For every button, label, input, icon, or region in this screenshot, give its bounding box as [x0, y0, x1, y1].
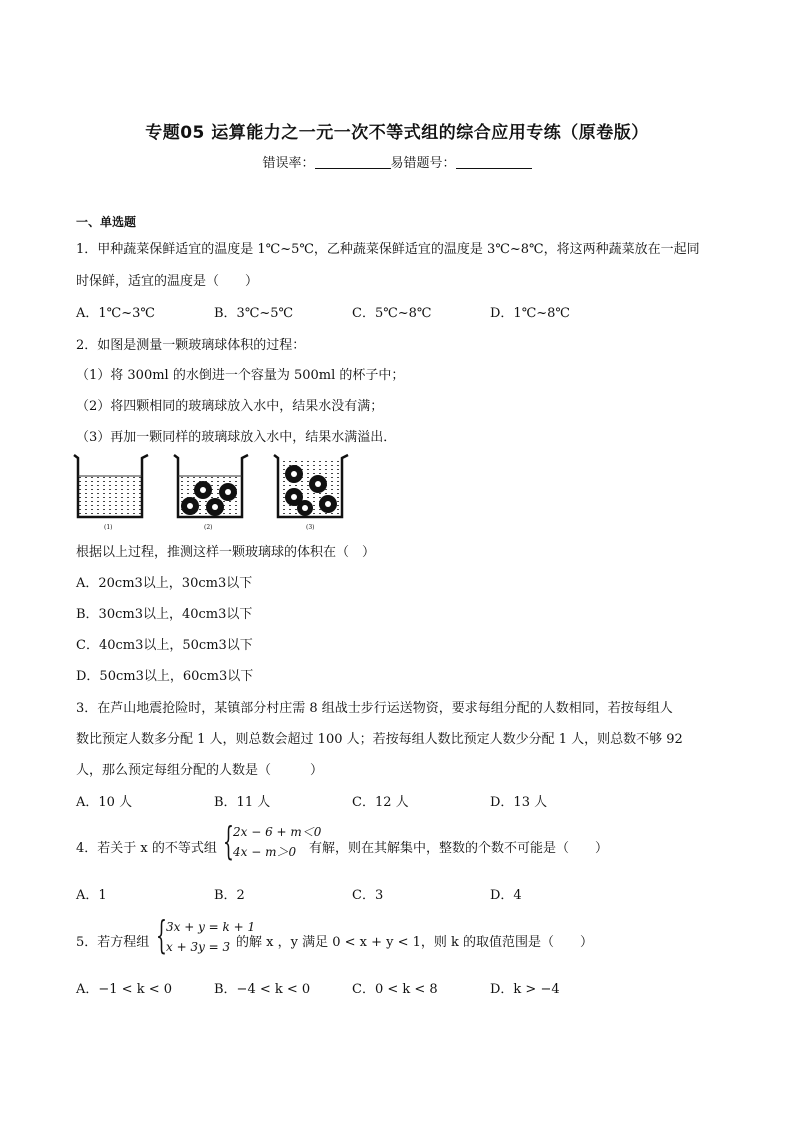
beaker-3: [274, 455, 348, 517]
q3-line1: 3．在芦山地震抢险时，某镇部分村庄需 8 组战士步行运送物资，要求每组分配的人数相同，若按每组人: [76, 701, 673, 716]
q4-option-c: C．3: [352, 888, 384, 903]
q2-step-2: （2）将四颗相同的玻璃球放入水中，结果水没有满；: [76, 399, 384, 414]
wrong-no-blank: [456, 156, 532, 169]
q5-equation-1: 3x + y = k + 1: [166, 920, 256, 934]
q5-prefix: 5．若方程组: [76, 935, 150, 950]
q4-option-b: B．2: [214, 888, 245, 903]
q2-step-3: （3）再加一颗同样的玻璃球放入水中，结果水满溢出．: [76, 430, 397, 445]
q5-option-a: A．−1 < k < 0: [76, 982, 173, 997]
beaker-2: [174, 455, 248, 517]
q5-option-c: C．0 < k < 8: [352, 982, 438, 997]
q2-stem: 2．如图是测量一颗玻璃球体积的过程：: [76, 338, 306, 353]
q3-option-b: B．11 人: [214, 795, 271, 810]
q5-option-b: B．−4 < k < 0: [214, 982, 311, 997]
q4-equation-1: 2x − 6 + m＜0: [233, 825, 322, 839]
q2-step-1: （1）将 300ml 的水倒进一个容量为 500ml 的杯子中；: [76, 368, 405, 383]
q2-option-a: A．20cm3以上，30cm3以下: [76, 576, 253, 591]
subtitle: [0, 152, 794, 171]
q2-question: 根据以上过程，推测这样一颗玻璃球的体积在（ ）: [76, 545, 376, 560]
figure-label-1: (1): [104, 524, 113, 531]
q5-suffix: 的解 x ，y 满足 0 < x + y < 1，则 k 的取值范围是（ ）: [236, 935, 594, 950]
q2-option-c: C．40cm3以上，50cm3以下: [76, 638, 253, 653]
q5-equation-2: x + 3y = 3: [166, 940, 231, 954]
beaker-figure: [72, 452, 362, 532]
q4-equation-2: 4x − m＞0: [233, 845, 297, 859]
wrong-no-label: 易错题号：: [390, 156, 456, 171]
q3-option-c: C．12 人: [352, 795, 409, 810]
error-rate-blank: [315, 156, 391, 169]
q2-option-d: D．50cm3以上，60cm3以下: [76, 669, 254, 684]
q4-brace: {: [223, 819, 234, 863]
q3-option-d: D．13 人: [490, 795, 548, 810]
q5-brace: {: [156, 913, 167, 957]
q2-option-b: B．30cm3以上，40cm3以下: [76, 607, 253, 622]
q3-line3: 人，那么预定每组分配的人数是（ ）: [76, 763, 324, 778]
q4-option-d: D．4: [490, 888, 522, 903]
q4-suffix: 有解，则在其解集中，整数的个数不可能是（ ）: [309, 841, 609, 856]
page-title: 专题05 运算能力之一元一次不等式组的综合应用专练（原卷版）: [145, 123, 649, 143]
error-rate-label: 错误率：: [262, 156, 315, 171]
q1-option-b: B．3℃~5℃: [214, 306, 294, 321]
q5-option-d: D．k > −4: [490, 982, 560, 997]
q1-option-c: C．5℃~8℃: [352, 306, 432, 321]
q1-option-d: D．1℃~8℃: [490, 306, 570, 321]
figure-label-2: (2): [204, 524, 213, 531]
q1-line2: 时保鲜，适宜的温度是（ ）: [76, 274, 259, 289]
q1-option-a: A．1℃~3℃: [76, 306, 155, 321]
q4-prefix: 4．若关于 x 的不等式组: [76, 841, 217, 856]
beaker-1: [74, 455, 148, 517]
section-heading: 一、单选题: [76, 215, 137, 229]
q4-option-a: A．1: [76, 888, 107, 903]
q3-option-a: A．10 人: [76, 795, 133, 810]
q3-line2: 数比预定人数多分配 1 人，则总数会超过 100 人；若按每组人数比预定人数少分配 1 人，则总数不够 92: [76, 732, 683, 747]
q1-line1: 1．甲种蔬菜保鲜适宜的温度是 1℃~5℃，乙种蔬菜保鲜适宜的温度是 3℃~8℃，将这两种蔬菜放在一起同: [76, 242, 700, 257]
figure-label-3: (3): [306, 524, 315, 531]
